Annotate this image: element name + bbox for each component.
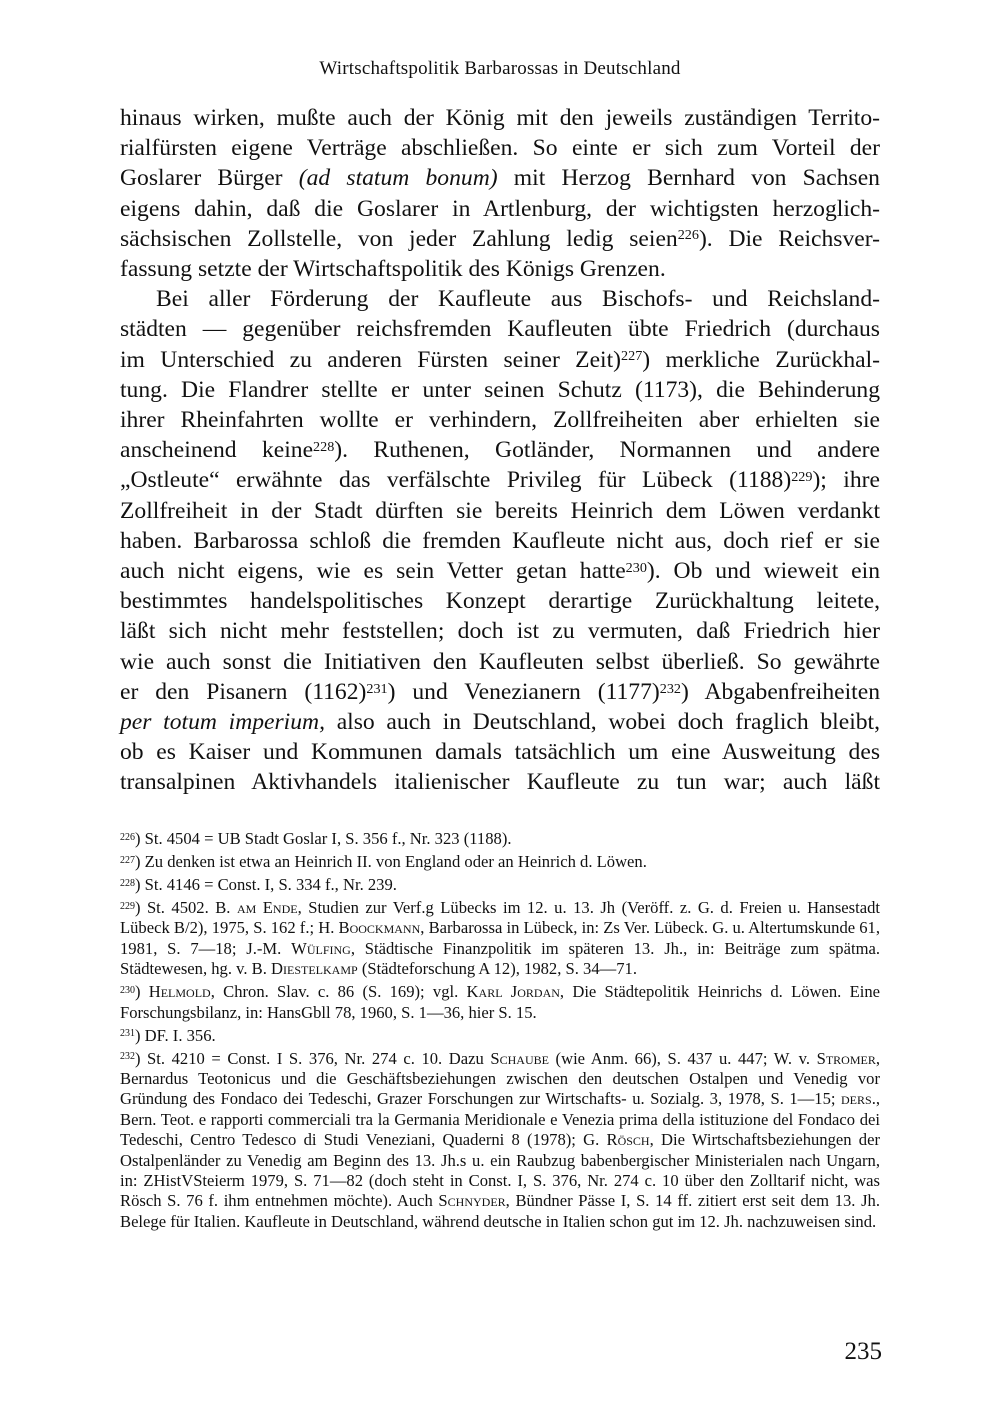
footnote-ref-227[interactable]: 227 (621, 348, 643, 365)
footnote-ref-229[interactable]: 229 (791, 469, 813, 486)
footnote-ref-228[interactable]: 228 (313, 438, 335, 455)
text-line: ob es Kaiser und Kommunen damals tatsächlich um eine Ausweitung des (120, 739, 880, 766)
footnote-number: 227 (120, 854, 135, 866)
author-name: Schnyder (438, 1191, 506, 1211)
text-line: er den Pisanern $(1162)^{231}$) und Venezianern $(1177)^{232}$) Abgabenfreiheiten (120, 678, 880, 705)
main-text (120, 103, 880, 798)
author-name: Boockmann (338, 918, 421, 938)
text-line: Goslarer Bürger (ad statum bonum) mit Herzog Bernhard von Sachsen (120, 165, 880, 192)
text-line: rialfürsten eigene Verträge abschließen. So einte er sich zum Vorteil der (120, 135, 880, 162)
author-name: Stromer (816, 1048, 876, 1068)
latin-phrase: (ad statum bonum) (298, 165, 498, 192)
text-line: Bei aller Förderung der Kaufleute aus Bischofs- und Reichsland- (156, 286, 880, 313)
text-line: anscheinend keine$^{228}$). Ruthenen, Gotländer, Normannen und andere (120, 437, 880, 464)
running-head: Wirtschaftspolitik Barbarossas in Deutschland (319, 58, 681, 79)
author-name: ders. (841, 1089, 876, 1109)
footnote-number: 229 (120, 900, 135, 912)
footnote-ref-226[interactable]: 226 (677, 227, 699, 244)
footnote-number: 228 (120, 877, 135, 889)
footnote-number: 230 (120, 984, 135, 996)
author-name: am Ende (236, 898, 298, 917)
author-name: Wülfing (291, 938, 351, 958)
footnote-ref-232[interactable]: 232 (659, 680, 681, 697)
author-name: Diestelkamp (271, 959, 358, 979)
text-line: städten — gegenüber reichsfremden Kaufleuten übte Friedrich (durchaus (120, 316, 880, 343)
footnote-number: 226 (120, 831, 135, 843)
paragraph-2 (120, 284, 880, 797)
author-name: Schaube (490, 1048, 549, 1068)
footnote-232: $^{232}$) St. 4210 = Const. I S. 376, Nr. 274 c. 10. Dazu Schaube (wie Anm. 66), S. 437 u. 447; W. v. Stromer, Bernardus Teotonicus und die Geschäftsbeziehungen zwischen den deutschen Ostalpen und Venedig vor Gründung des Fondaco dei Tedeschi, Grazer Forschungen zur Wirtschafts- u. Sozialg. 3, 1978, S. 1—15; ders., Bern. Teot. e rapporti commerciali tra la Germania Meridionale e Venezia prima della istituzione del Fondaco dei Tedeschi, Centro Tedesco di Studi Veneziani, Quaderni 8 (1978); G. Rösch, Die Wirtschaftsbeziehungen der Ostalpenländer zu Venedig am Beginn des 13. Jh.s u. ein Raubzug babenbergischer Ministerialen nach Ungarn, in: ZHistVSteierm 1979, S. 71—82 (doch steht in Const. I, S. 376, Nr. 274 c. 10 über den Zolltarif nicht, was Rösch S. 76 f. ihm entnehmen möchte). Auch Schnyder, Bündner Pässe I, S. 14 ff. zitiert erst seit dem 13. Jh. Belege für Italien. Kaufleute in Deutschland, während deutsche in Italien schon gut im 12. Jh. nachzuweisen sind. (120, 1048, 880, 1231)
latin-phrase: per totum imperium, (120, 709, 325, 736)
author-name: Rösch (606, 1130, 650, 1150)
page-number: 235 (844, 1338, 882, 1365)
footnote-231: $^{231}$) DF. I. 356. (120, 1025, 216, 1045)
text-line: bestimmtes handelspolitisches Konzept derartige Zurückhaltung leitete, (120, 588, 880, 615)
text-line: im Unterschied zu anderen Fürsten seiner Zeit)$^{227}$) merkliche Zurückhal- (120, 346, 881, 373)
footnote-228: $^{228}$) St. 4146 = Const. I, S. 334 f., Nr. 239. (120, 875, 397, 894)
text-line: transalpinen Aktivhandels italienischer Kaufleute zu tun war; auch läßt (120, 769, 880, 796)
text-line: hinaus wirken, mußte auch der König mit den jeweils zuständigen Territo- (120, 105, 880, 131)
text-line: läßt sich nicht mehr feststellen; doch ist zu vermuten, daß Friedrich hier (120, 618, 880, 645)
footnote-ref-231[interactable]: 231 (366, 680, 388, 697)
text-line: ihrer Rheinfahrten wollte er verhindern, Zollfreiheiten aber erhielten sie (120, 407, 880, 434)
text-line: Zollfreiheit in der Stadt dürften sie bereits Heinrich dem Löwen verdankt (120, 497, 880, 524)
footnote-number: 231 (120, 1028, 135, 1040)
footnote-229: $^{229}$) St. 4502. B. am Ende, Studien zur Verf.g Lübecks im 12. u. 13. Jh (Veröff. z. G. d. Freien u. Hansestadt Lübeck B/2), 1975, S. 162 f.; H. Boockmann, Barbarossa in Lübeck, in: Zs Ver. Lübeck. G. u. Altertumskunde 61, 1981, S. 7—18; J.-M. Wülfing, Städtische Finanzpolitik im späteren 13. Jh., in: Beiträge zum spätma. Städtewesen, hg. v. B. Diestelkamp (Städteforschung A 12), 1982, S. 34—71. (120, 898, 881, 979)
footnote-number: 232 (120, 1051, 135, 1063)
text-line: „Ostleute“ erwähnte das verfälschte Privileg für Lübeck $(1188)^{229}$); ihre (120, 467, 880, 494)
text-line: auch nicht eigens, wie es sein Vetter getan hatte$^{230}$). Ob und wieweit ein (120, 558, 880, 585)
text-line: tung. Die Flandrer stellte er unter seinen Schutz (1173), die Behinderung (120, 376, 880, 403)
author-name: Karl Jordan (466, 982, 560, 1002)
footnote-ref-230[interactable]: 230 (625, 559, 647, 576)
footnote-227: $^{227}$) Zu denken ist etwa an Heinrich II. von England oder an Heinrich d. Löwen. (120, 852, 647, 871)
text-line: per totum imperium, also auch in Deutschland, wobei doch fraglich bleibt, (120, 709, 881, 736)
text-line: haben. Barbarossa schloß die fremden Kaufleute nicht aus, doch rief er sie (120, 527, 880, 554)
text-line: wie auch sonst die Initiativen den Kaufleuten selbst überließ. So gewährte (120, 648, 880, 675)
author-name: Helmold (148, 982, 211, 1002)
text-line: fassung setzte der Wirtschaftspolitik des Königs Grenzen. (120, 256, 666, 283)
footnote-230: $^{230}$) Helmold, Chron. Slav. c. 86 (S. 169); vgl. Karl Jordan, Die Städtepolitik Heinrichs d. Löwen. Eine Forschungsbilanz, in: HansGbll 78, 1960, S. 1—36, hier S. 15. (120, 982, 880, 1022)
text-line: eigens dahin, daß die Goslarer in Artlenburg, der wichtigsten herzoglich- (120, 195, 880, 222)
footnotes (120, 829, 880, 1235)
paragraph-1 (120, 103, 880, 284)
footnote-226: $^{226}$) St. 4504 = UB Stadt Goslar I, S. 356 f., Nr. 323 (1188). (120, 829, 512, 848)
text-line: sächsischen Zollstelle, von jeder Zahlung ledig seien$^{226}$). Die Reichsver- (120, 225, 880, 252)
